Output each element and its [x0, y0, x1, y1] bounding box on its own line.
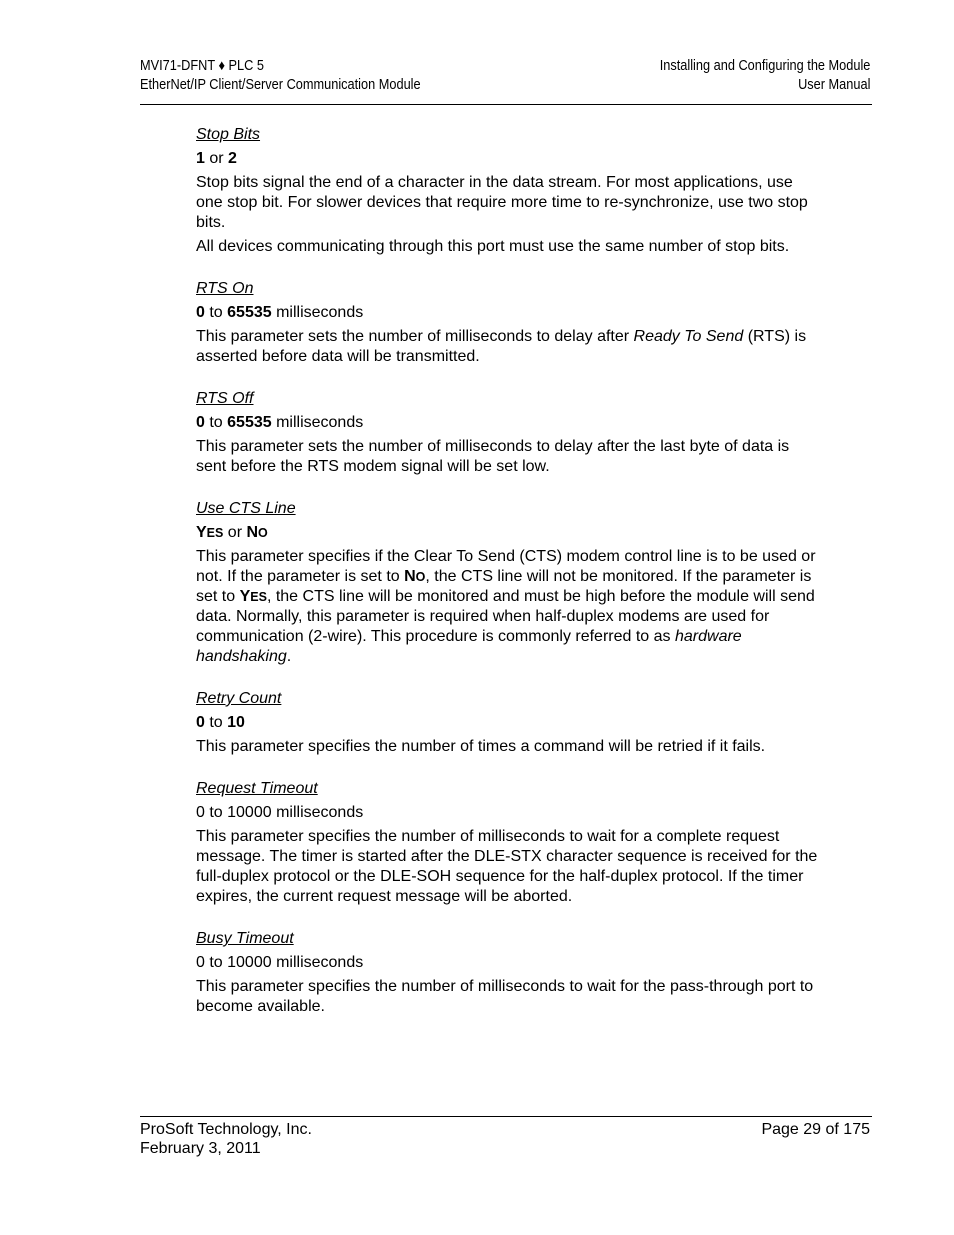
param-range: [196, 149, 818, 169]
param-description: This parameter specifies the number of times a command will be retried if it fails.: [196, 738, 766, 755]
range-max: 10: [227, 714, 245, 731]
param-title: Request Timeout: [196, 780, 318, 797]
range-min: 0: [196, 714, 205, 731]
header-product: MVI71-DFNT ♦ PLC 5: [140, 58, 264, 74]
param-description: This parameter specifies the number of milliseconds to wait for the pass-through port to become available.: [196, 978, 814, 1015]
desc-text: , the CTS line will be monitored and must be high before the module will send data. Normally, this parameter is required when half-duplex modems are used for communication (2-wire). This procedure is commonly referred to as: [196, 588, 815, 645]
header-chapter: Installing and Configuring the Module: [659, 58, 870, 74]
page-number: Page 29 of 175: [761, 1121, 870, 1138]
value-yes: [196, 524, 223, 541]
range-min: 0: [196, 414, 205, 431]
param-description-note: All devices communicating through this port must use the same number of stop bits.: [196, 238, 790, 255]
range-min: 1: [196, 150, 205, 167]
desc-text: (RTS) is asserted before data will be transmitted.: [196, 328, 807, 365]
param-title: RTS Off: [196, 390, 254, 407]
value-yes: [240, 588, 267, 605]
header-divider: [140, 104, 872, 105]
range-max: 65535: [227, 304, 272, 321]
footer-right: [761, 1120, 870, 1139]
range-max: 2: [228, 150, 237, 167]
footer-company: ProSoft Technology, Inc.: [140, 1121, 312, 1138]
range-min: 0: [196, 304, 205, 321]
param-range: [196, 713, 818, 733]
no-initial: N: [246, 524, 259, 541]
footer-date: February 3, 2011: [140, 1140, 261, 1157]
range-sep: or: [223, 524, 247, 541]
yes-rest: ES: [250, 590, 267, 604]
value-no: [246, 524, 267, 541]
no-rest: O: [258, 526, 268, 540]
param-description: This parameter sets the number of milliseconds to delay after the last byte of data is sent before the RTS modem signal will be set low.: [196, 438, 790, 475]
param-title: Stop Bits: [196, 126, 261, 143]
yes-initial: Y: [239, 588, 251, 605]
param-title: Use CTS Line: [196, 500, 296, 517]
page-body: [196, 125, 818, 1039]
footer-left: [140, 1120, 312, 1158]
range-sep: to: [204, 304, 228, 321]
param-range: [196, 413, 818, 433]
range-sep: to: [204, 414, 228, 431]
header-doc-type: User Manual: [797, 77, 870, 93]
param-description: This parameter specifies the number of milliseconds to wait for a complete request message. The timer is started after the DLE-STX character sequence is received for the full-duplex protocol or the DLE-SOH sequence for the half-duplex protocol. If the timer expires, the current request message will be aborted.: [196, 828, 818, 905]
range-unit: milliseconds: [271, 304, 364, 321]
yes-rest: ES: [206, 526, 224, 540]
param-rts-on: [196, 279, 818, 367]
param-title: Retry Count: [196, 690, 282, 707]
param-use-cts-line: [196, 499, 818, 667]
param-retry-count: [196, 689, 818, 757]
param-title: Busy Timeout: [196, 930, 294, 947]
header-right: [659, 57, 870, 95]
param-description: Stop bits signal the end of a character in the data stream. For most applications, use one stop bit. For slower devices that require more time to re-synchronize, use two stop bits.: [196, 174, 808, 231]
desc-emphasis: Ready To Send: [633, 328, 744, 345]
header-module: EtherNet/IP Client/Server Communication Module: [140, 77, 421, 93]
param-rts-off: [196, 389, 818, 477]
header-left: [140, 57, 421, 95]
desc-text: This parameter sets the number of milliseconds to delay after: [196, 328, 634, 345]
desc-text: , the CTS line will not be monitored. If the parameter is set to: [196, 568, 812, 605]
range-unit: milliseconds: [271, 414, 364, 431]
param-description: [196, 547, 818, 667]
range-sep: or: [204, 150, 229, 167]
param-request-timeout: [196, 779, 818, 907]
value-no: [404, 568, 425, 585]
desc-text: This parameter specifies if the Clear To Send (CTS) modem control line is to be used or not. If the parameter is set to: [196, 548, 816, 585]
param-busy-timeout: [196, 929, 818, 1017]
param-range: 0 to 10000 milliseconds: [196, 804, 364, 821]
desc-emphasis: hardware handshaking: [196, 628, 742, 665]
range-sep: to: [204, 714, 228, 731]
footer-divider: [140, 1116, 872, 1117]
param-range: 0 to 10000 milliseconds: [196, 954, 364, 971]
desc-text: .: [286, 648, 292, 665]
param-range: [196, 523, 818, 543]
param-description: [196, 327, 818, 367]
no-initial: N: [404, 568, 416, 585]
no-rest: O: [415, 570, 426, 584]
param-stop-bits: [196, 125, 818, 257]
yes-initial: Y: [196, 524, 207, 541]
param-range: [196, 303, 818, 323]
param-title: RTS On: [196, 280, 254, 297]
range-max: 65535: [227, 414, 272, 431]
